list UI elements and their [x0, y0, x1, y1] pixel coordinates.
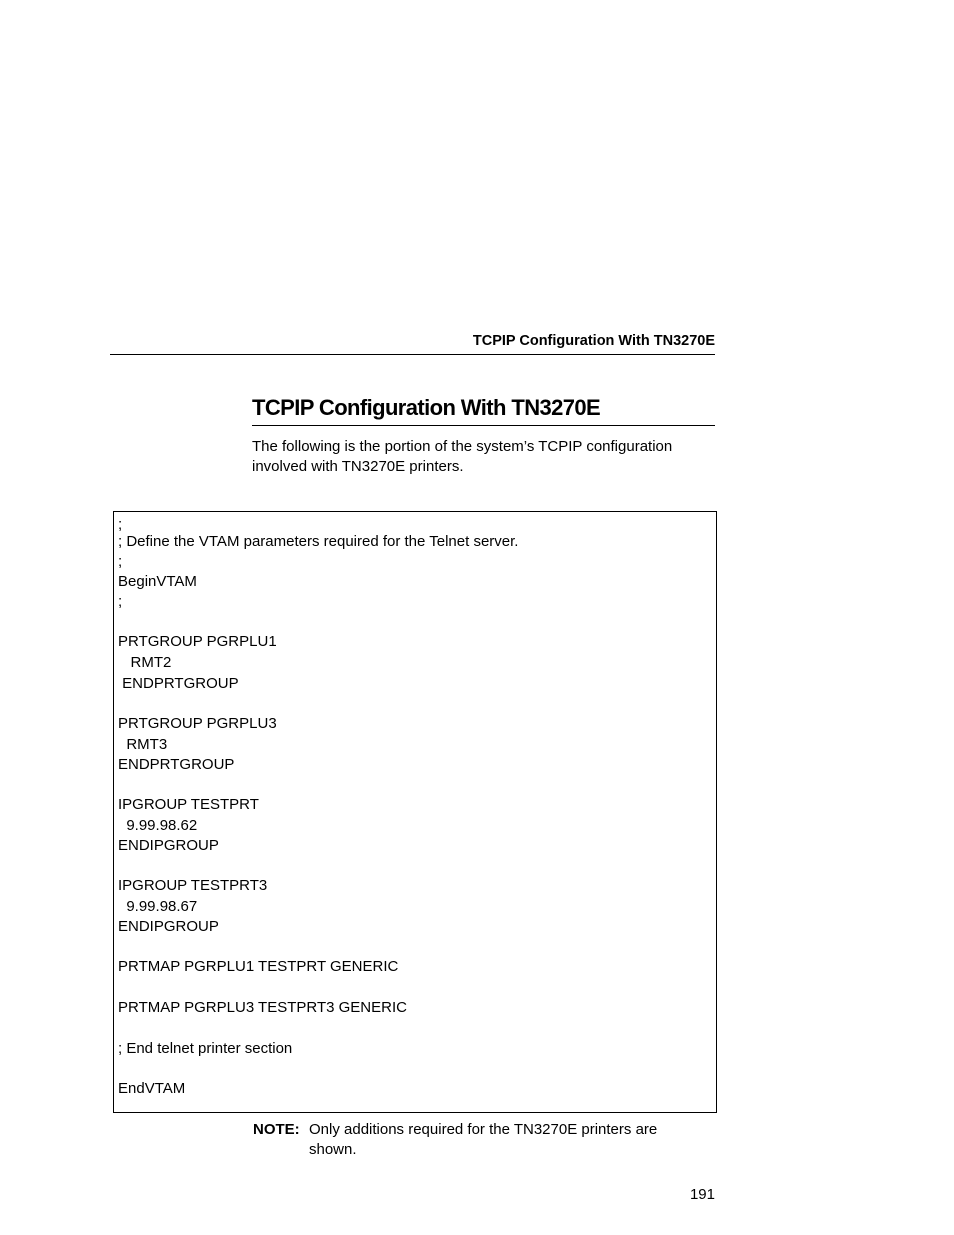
code-line: PRTGROUP PGRPLU1: [118, 633, 277, 650]
intro-paragraph: [252, 437, 717, 477]
code-line: PRTMAP PGRPLU1 TESTPRT GENERIC: [118, 958, 399, 975]
code-line: ENDIPGROUP: [118, 837, 219, 854]
code-line: BeginVTAM: [118, 573, 197, 590]
note-text: [309, 1120, 709, 1160]
code-line: ENDIPGROUP: [118, 918, 219, 935]
section-title: TCPIP Configuration With TN3270E: [252, 394, 715, 426]
code-line: ENDPRTGROUP: [118, 675, 239, 692]
code-line: IPGROUP TESTPRT: [118, 796, 259, 813]
code-line: EndVTAM: [118, 1080, 186, 1097]
note-label: NOTE:: [253, 1121, 300, 1138]
code-line: RMT3: [118, 736, 168, 753]
code-line: ;: [118, 516, 123, 533]
intro-line: involved with TN3270E printers.: [252, 458, 464, 475]
note-line: shown.: [309, 1141, 357, 1158]
code-line: 9.99.98.67: [118, 898, 198, 915]
intro-line: The following is the portion of the system’s TCPIP configuration: [252, 438, 673, 455]
code-line: 9.99.98.62: [118, 817, 198, 834]
config-listing-box: [113, 511, 717, 1113]
code-line: ; Define the VTAM parameters required for the Telnet server.: [118, 533, 519, 550]
code-line: ENDPRTGROUP: [118, 756, 235, 773]
code-line: IPGROUP TESTPRT3: [118, 877, 268, 894]
code-line: PRTGROUP PGRPLU3: [118, 715, 277, 732]
code-line: ; End telnet printer section: [118, 1040, 293, 1057]
page-number: 191: [689, 1186, 715, 1203]
code-line: ;: [118, 553, 123, 570]
code-line: ;: [118, 593, 123, 610]
note-line: Only additions required for the TN3270E printers are: [309, 1121, 658, 1138]
code-line: RMT2: [118, 654, 172, 671]
code-line: PRTMAP PGRPLU3 TESTPRT3 GENERIC: [118, 999, 407, 1016]
running-header: TCPIP Configuration With TN3270E: [110, 331, 715, 355]
